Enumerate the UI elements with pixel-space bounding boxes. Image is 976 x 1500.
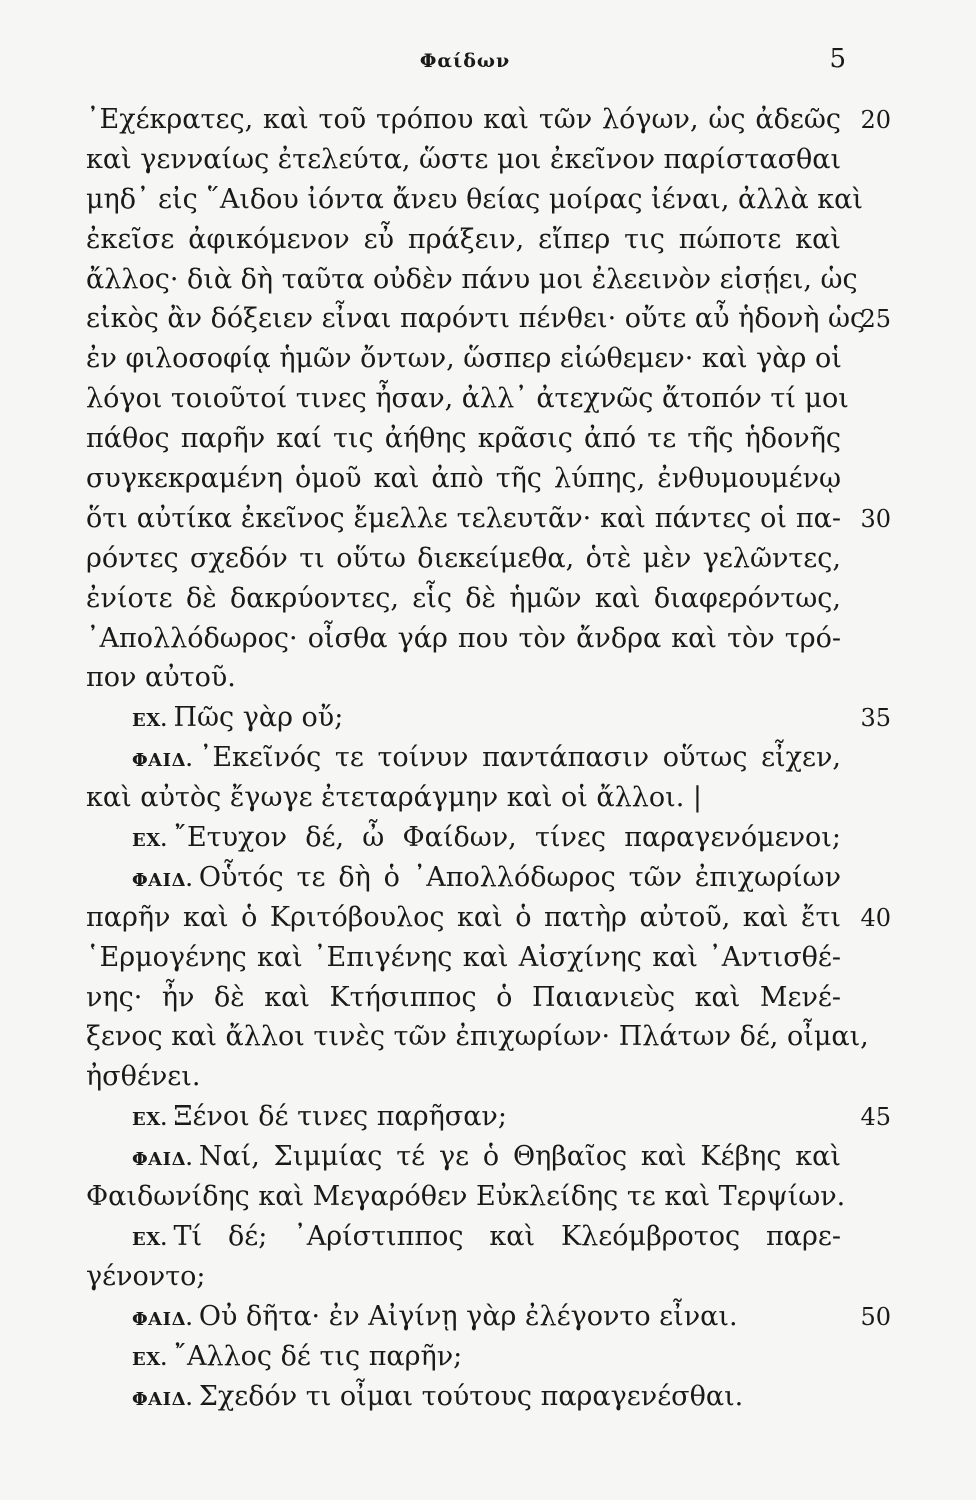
speaker-label: ΕΧ.	[132, 710, 168, 732]
line-content	[86, 100, 841, 140]
line-text: ᾿Εχέκρατες, καὶ τοῦ τρόπου καὶ τῶν λόγων, ὡς ἀδεῶς	[86, 104, 841, 135]
line-text: πον αὐτοῦ.	[86, 662, 236, 694]
line-content	[86, 1137, 841, 1180]
text-line	[86, 1137, 841, 1177]
text-line	[86, 818, 841, 858]
line-content	[86, 220, 841, 260]
line-text: Σχεδόν τι οἶμαι τούτους παραγενέσθαι.	[198, 1380, 744, 1412]
line-text: ὅτι αὐτίκα ἐκεῖνος ἔμελλε τελευτᾶν· καὶ πάντες οἱ πα-	[86, 502, 841, 534]
line-content	[86, 339, 841, 379]
line-text: ῎Ετυχον δέ, ὦ Φαίδων, τίνες παραγενόμενοι;	[173, 822, 841, 854]
line-content	[86, 898, 841, 938]
text-line	[86, 180, 863, 220]
text-line	[86, 100, 891, 140]
line-text: Πῶς γὰρ οὔ;	[173, 702, 344, 734]
line-content	[86, 579, 841, 619]
line-number: 50	[860, 1302, 891, 1331]
line-text: ᾿Εκεῖνός τε τοίνυν παντάπασιν οὕτως εἶχεν,	[198, 742, 841, 774]
line-content	[86, 419, 841, 459]
line-text: ᾿Απολλόδωρος· οἶσθα γάρ που τὸν ἄνδρα καὶ τὸν τρό-	[86, 622, 841, 654]
line-content	[86, 658, 841, 698]
speaker-label: ΦΑΙΔ.	[132, 1149, 193, 1171]
text-line	[86, 738, 841, 778]
line-content	[86, 1177, 846, 1217]
text-line	[86, 539, 841, 579]
text-line	[86, 579, 841, 619]
text-line	[86, 339, 841, 379]
text-line	[86, 499, 891, 539]
line-content	[86, 539, 841, 579]
line-text: ρόντες σχεδόν τι οὕτω διεκείμεθα, ὁτὲ μὲν γελῶντες,	[86, 542, 841, 574]
line-text: γένοντο;	[86, 1260, 206, 1292]
line-number: 20	[860, 106, 891, 134]
line-content	[86, 619, 841, 659]
line-text: παρῆν καὶ ὁ Κριτόβουλος καὶ ὁ πατὴρ αὐτοῦ, καὶ ἔτι	[86, 901, 841, 933]
line-text: ἄλλος· διὰ δὴ ταῦτα οὐδὲν πάνυ μοι ἐλεεινὸν εἰσῄει, ὡς	[86, 263, 858, 295]
line-text: Ναί, Σιμμίας τέ γε ὁ Θηβαῖος καὶ Κέβης καὶ	[198, 1141, 841, 1173]
text-line	[86, 858, 841, 898]
line-text: Τί δέ; ᾿Αρίστιππος καὶ Κλεόμβροτος παρε-	[173, 1220, 841, 1252]
line-text: Οὗτός τε δὴ ὁ ᾿Απολλόδωρος τῶν ἐπιχωρίων	[198, 861, 841, 893]
line-text: ῾Ερμογένης καὶ ᾿Επιγένης καὶ Αἰσχίνης καὶ ᾿Αντισθέ-	[86, 941, 841, 973]
text-line	[86, 938, 841, 978]
line-text: καὶ αὐτὸς ἔγωγε ἐτεταράγμην καὶ οἱ ἄλλοι. |	[86, 782, 702, 814]
line-content	[86, 1377, 841, 1420]
text-line	[86, 1337, 841, 1377]
text-line	[86, 1017, 869, 1057]
text-line	[86, 379, 849, 419]
text-line	[86, 1057, 841, 1097]
speaker-label: ΦΑΙΔ.	[132, 869, 193, 891]
line-text: Φαιδωνίδης καὶ Μεγαρόθεν Εὐκλείδης τε καὶ Τερψίων.	[86, 1181, 846, 1213]
line-text: μηδ᾽ εἰς ῞Αιδου ἰόντα ἄνευ θείας μοίρας ἰέναι, ἀλλὰ καὶ	[86, 183, 863, 215]
line-text: ἠσθένει.	[86, 1061, 201, 1093]
text-line	[86, 978, 841, 1018]
line-text: νης· ἦν δὲ καὶ Κτήσιππος ὁ Παιανιεὺς καὶ Μενέ-	[86, 981, 841, 1013]
line-content	[86, 1217, 841, 1260]
page-number: 5	[829, 44, 846, 74]
line-number: 45	[860, 1103, 891, 1132]
text-line	[86, 898, 891, 938]
text-line	[86, 778, 841, 818]
line-text: ἐκεῖσε ἀφικόμενον εὖ πράξειν, εἴπερ τις πώποτε καὶ	[86, 223, 841, 255]
line-content	[86, 1297, 841, 1340]
running-title: Φαίδων	[419, 50, 511, 72]
line-content	[86, 260, 858, 300]
page-header	[0, 42, 976, 82]
line-text: ἐνίοτε δὲ δακρύοντες, εἷς δὲ ἡμῶν καὶ διαφερόντως,	[86, 582, 841, 614]
text-line	[86, 1297, 891, 1337]
line-content	[86, 499, 841, 539]
text-line	[86, 1377, 841, 1417]
line-content	[86, 938, 841, 978]
speaker-label: ΦΑΙΔ.	[132, 750, 193, 772]
text-line	[86, 698, 891, 738]
line-number: 25	[860, 305, 891, 334]
speaker-label: ΕΧ.	[132, 830, 168, 852]
speaker-label: ΕΧ.	[132, 1348, 168, 1370]
line-content	[86, 379, 849, 419]
text-line	[86, 459, 841, 499]
line-text: εἰκὸς ἂν δόξειεν εἶναι παρόντι πένθει· οὔτε αὖ ἡδονὴ ὡς	[86, 303, 866, 335]
text-line	[86, 260, 858, 300]
line-text: Οὐ δῆτα· ἐν Αἰγίνῃ γὰρ ἐλέγοντο εἶναι.	[198, 1300, 738, 1332]
line-content	[86, 858, 841, 901]
text-block	[86, 100, 891, 1416]
line-content	[86, 778, 841, 818]
line-text: πάθος παρῆν καί τις ἀήθης κρᾶσις ἀπό τε τῆς ἡδονῆς	[86, 423, 841, 455]
line-text: συγκεκραμένη ὁμοῦ καὶ ἀπὸ τῆς λύπης, ἐνθυμουμένῳ	[86, 463, 841, 495]
speaker-label: ΦΑΙΔ.	[132, 1388, 193, 1410]
line-content	[86, 1257, 841, 1297]
line-text: ξενος καὶ ἄλλοι τινὲς τῶν ἐπιχωρίων· Πλάτων δέ, οἶμαι,	[86, 1021, 869, 1053]
line-number: 40	[860, 903, 891, 932]
line-text: ἐν φιλοσοφίᾳ ἡμῶν ὄντων, ὥσπερ εἰώθεμεν· καὶ γὰρ οἱ	[86, 343, 842, 375]
text-line	[86, 419, 841, 459]
text-line	[86, 658, 841, 698]
text-line	[86, 140, 841, 180]
line-content	[86, 1337, 841, 1380]
line-content	[86, 698, 841, 741]
line-content	[86, 1057, 841, 1097]
text-line	[86, 1097, 891, 1137]
line-text: ῎Αλλος δέ τις παρῆν;	[173, 1340, 463, 1372]
line-content	[86, 299, 866, 339]
text-line	[86, 1217, 841, 1257]
text-line	[86, 1177, 846, 1217]
line-text: καὶ γενναίως ἐτελεύτα, ὥστε μοι ἐκεῖνον παρίστασθαι	[86, 143, 842, 175]
speaker-label: ΦΑΙΔ.	[132, 1308, 193, 1330]
line-content	[86, 1017, 869, 1057]
text-line	[86, 1257, 841, 1297]
text-line	[86, 220, 841, 260]
line-text: Ξένοι δέ τινες παρῆσαν;	[173, 1101, 507, 1133]
text-line	[86, 619, 841, 659]
text-line	[86, 299, 891, 339]
speaker-label: ΕΧ.	[132, 1109, 168, 1131]
line-content	[86, 1097, 841, 1140]
speaker-label: ΕΧ.	[132, 1228, 168, 1250]
line-content	[86, 978, 841, 1018]
line-content	[86, 818, 841, 861]
line-content	[86, 140, 841, 180]
line-number: 30	[860, 504, 891, 533]
line-content	[86, 180, 863, 220]
line-text: λόγοι τοιοῦτοί τινες ἦσαν, ἀλλ᾽ ἀτεχνῶς ἄτοπόν τί μοι	[86, 383, 849, 415]
line-content	[86, 459, 841, 499]
line-number: 35	[860, 704, 891, 733]
line-content	[86, 738, 841, 781]
